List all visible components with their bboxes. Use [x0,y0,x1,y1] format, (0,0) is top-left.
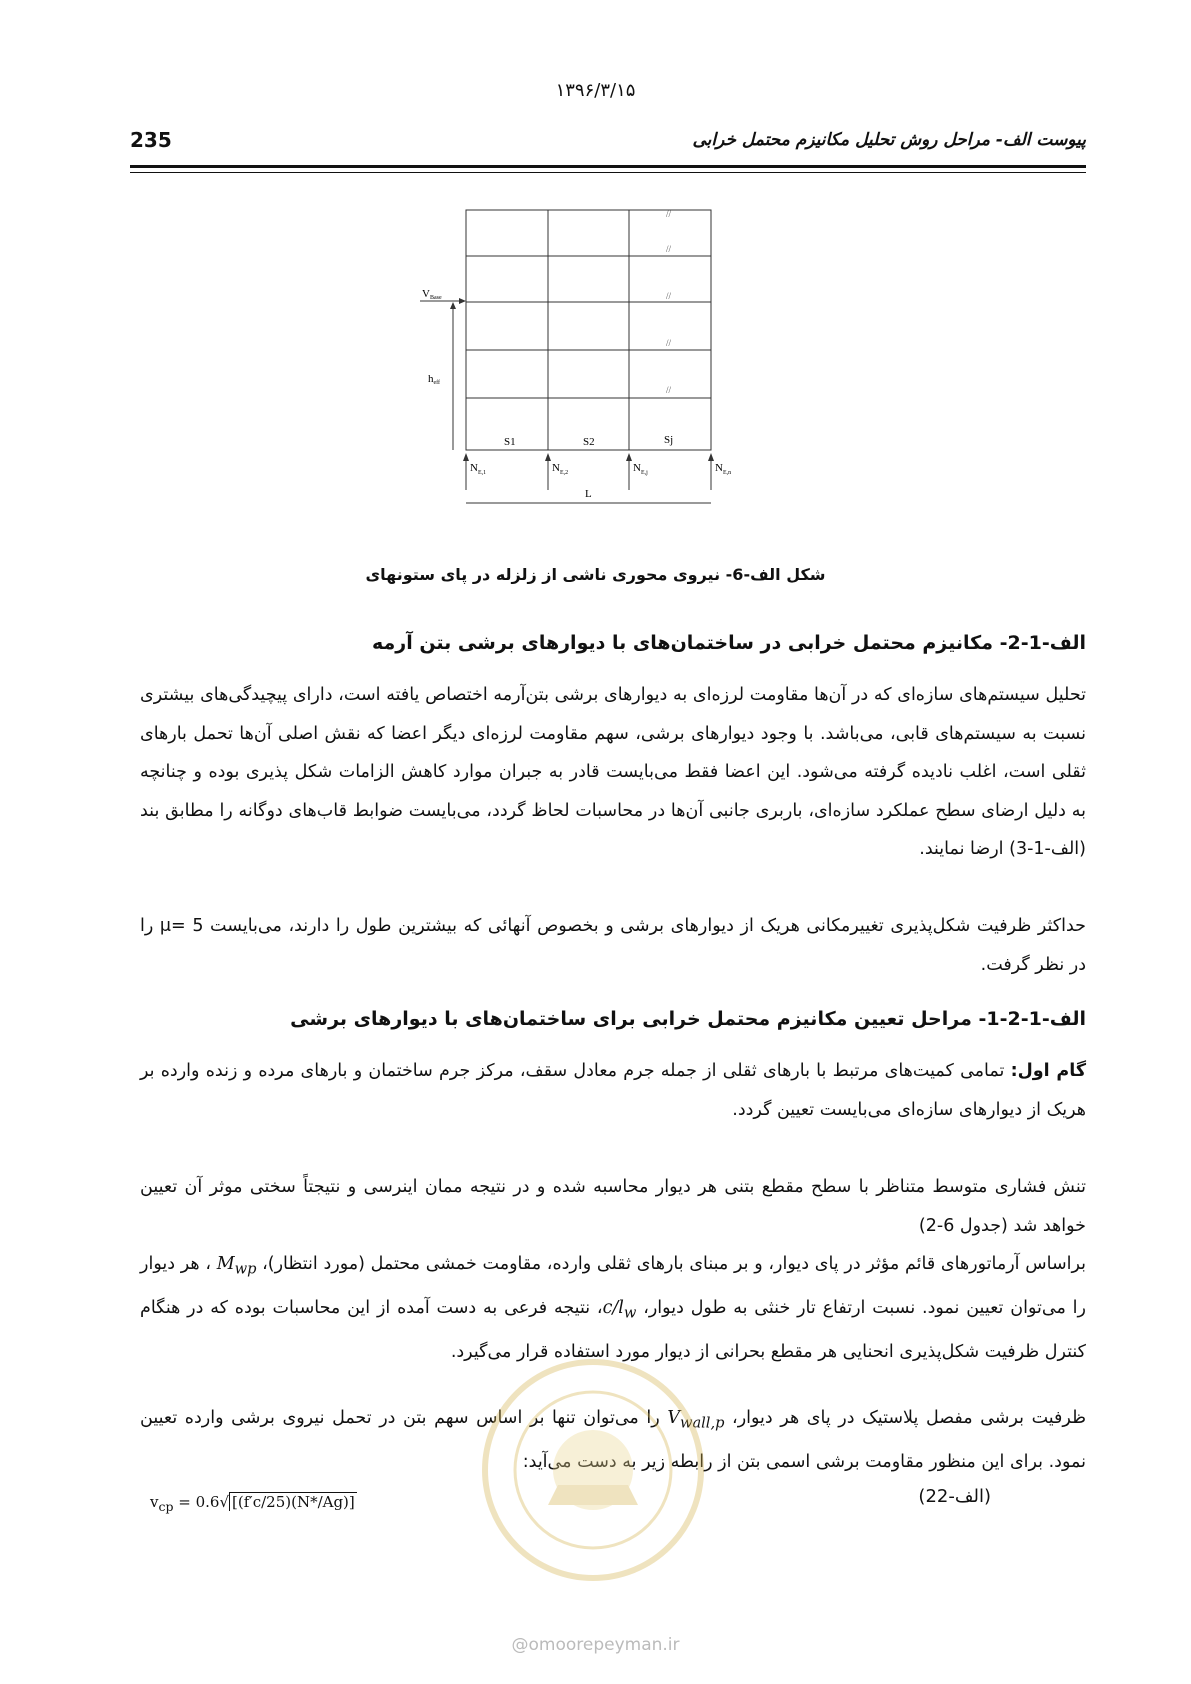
print-date: ۱۳۹۶/۳/۱۵ [555,80,636,101]
header-rule-thick [130,165,1086,168]
bay-label-s2: S2 [583,436,595,448]
figure-caption: شکل الف-6- نیروی محوری ناشی از زلزله در پای ستونهای [365,565,826,584]
frame-grid [466,210,711,450]
section1-paragraph-2: حداکثر ظرفیت شکل‌پذیری تغییرمکانی هریک از دیوارهای برشی و بخصوص آنهائی که بیشترین طول را دارند، می‌بایست μ= 5 را در نظر گرفت. [140,916,1086,975]
step-one-label: گام اول: [1010,1061,1086,1081]
seal-watermark [478,1355,708,1585]
section1-paragraph-1: تحلیل سیستم‌های سازه‌ای که در آن‌ها مقاومت لرزه‌ای به دیوارهای برشی بتن‌آرمه اختصاص یافته است، دارای پیچیدگی‌های بیشتری نسبت به سیستم‌های قابی، می‌باشد. با وجود دیوارهای برشی، سهم مقاومت لرزه‌ای دیگر اعضا که نقش اصلی آن‌ها تحمل بارهای ثقلی است، اغلب نادیده گرفته می‌شود. این اعضا فقط می‌بایست قادر به جبران موارد کاهش الزامات شکل پذیری بوده و چنانچه به دلیل ارضای سطح عملکرد سازه‌ای، باربری جانبی آن‌ها در محاسبات لحاظ گردد، می‌بایست ضوابط قاب‌های دوگانه را مطابق بند (الف-1-3) ارضا نمایند. [140,685,1086,859]
bay-label-s1: S1 [504,436,516,448]
step-one-text: تمامی کمیت‌های مرتبط با بارهای ثقلی از جمله جرم معادل سقف، مرکز جرم ساختمان و بارهای مرده و زنده وارده بر هریک از دیوارهای سازه‌ای می‌بایست تعیین گردد. [140,1061,1086,1120]
stress-paragraph: تنش فشاری متوسط متناظر با سطح مقطع بتنی هر دیوار محاسبه شده و در نتیجه ممان اینرسی و نتیجتاً سختی موثر آن تعیین خواهد شد (جدول 6-2) [140,1177,1086,1236]
section-heading-2: الف-1-2-1- مراحل تعیین مکانیزم محتمل خرابی برای ساختمان‌های با دیوارهای برشی [290,1008,1086,1030]
axial-n2-label: $N_{E,2}$ [552,462,569,476]
step-one-paragraph [140,1052,1086,1129]
v-wall-symbol: $V_{wall,p}$ [667,1408,725,1432]
site-watermark: @omoorepeyman.ir [511,1635,680,1655]
h-eff-label: heff [428,373,441,386]
moment-text-a: براساس آرماتورهای قائم مؤثر در پای دیوار، و بر مبنای بارهای ثقلی وارده، مقاومت خمشی محتمل (مورد انتظار)، [256,1254,1086,1274]
svg-text://: // [666,291,672,301]
page-number: 235 [130,128,172,152]
h-eff-arrowhead [450,302,456,309]
svg-text://: // [666,209,672,219]
base-shear-arrowhead [459,298,466,304]
v-base-label: VBase [422,288,442,301]
running-header [130,128,1086,158]
section-heading-1: الف-1-2- مکانیزم محتمل خرابی در ساختمان‌های با دیوارهای برشی بتن آرمه [371,632,1086,654]
equation-number: (الف-22) [918,1486,991,1507]
axial-nj-label: $N_{E,j}$ [633,462,648,476]
axial-force-arrows [466,455,711,490]
shear-text-b: را می‌توان تنها بر اساس سهم بتن در تحمل نیروی برشی وارده تعیین نمود. برای این منظور مقاومت برشی اسمی بتن از رابطه زیر به دست می‌آید: [140,1408,1086,1472]
c-lw-symbol: $c/l_w$ [602,1298,637,1322]
axial-force-arrowheads [463,453,714,461]
axial-n1-label: $N_{E,1}$ [470,462,487,476]
shear-equation: $v_{cp} = 0.6√$ [(f′c/25)(N*/Ag)] [150,1493,355,1514]
axial-nn-label: $N_{E,n}$ [715,462,732,476]
moment-text-b: ، هر دیوار را می‌توان تعیین نمود. نسبت ارتفاع تار خنثی به طول دیوار، [140,1254,1086,1318]
running-title: پیوست الف- مراحل روش تحلیل مکانیزم محتمل خرابی [692,130,1086,150]
m-wp-symbol: $M_{wp}$ [216,1254,257,1278]
svg-text://: // [666,244,672,254]
svg-text://: // [666,385,672,395]
length-label: L [585,488,592,500]
shear-text-a: ظرفیت برشی مفصل پلاستیک در پای هر دیوار، [724,1408,1086,1428]
svg-text://: // [666,338,672,348]
bay-label-sj: Sj [664,434,674,446]
header-rule-thin [130,172,1086,173]
frame-figure [420,205,740,515]
moment-paragraph [140,1245,1086,1372]
moment-text-c: ، نتیجه فرعی به دست آمده از این محاسبات بوده که در هنگام کنترل ظرفیت شکل‌پذیری انحنایی هر مقطع بحرانی از دیوار مورد استفاده قرار می‌گیرد. [140,1298,1086,1362]
